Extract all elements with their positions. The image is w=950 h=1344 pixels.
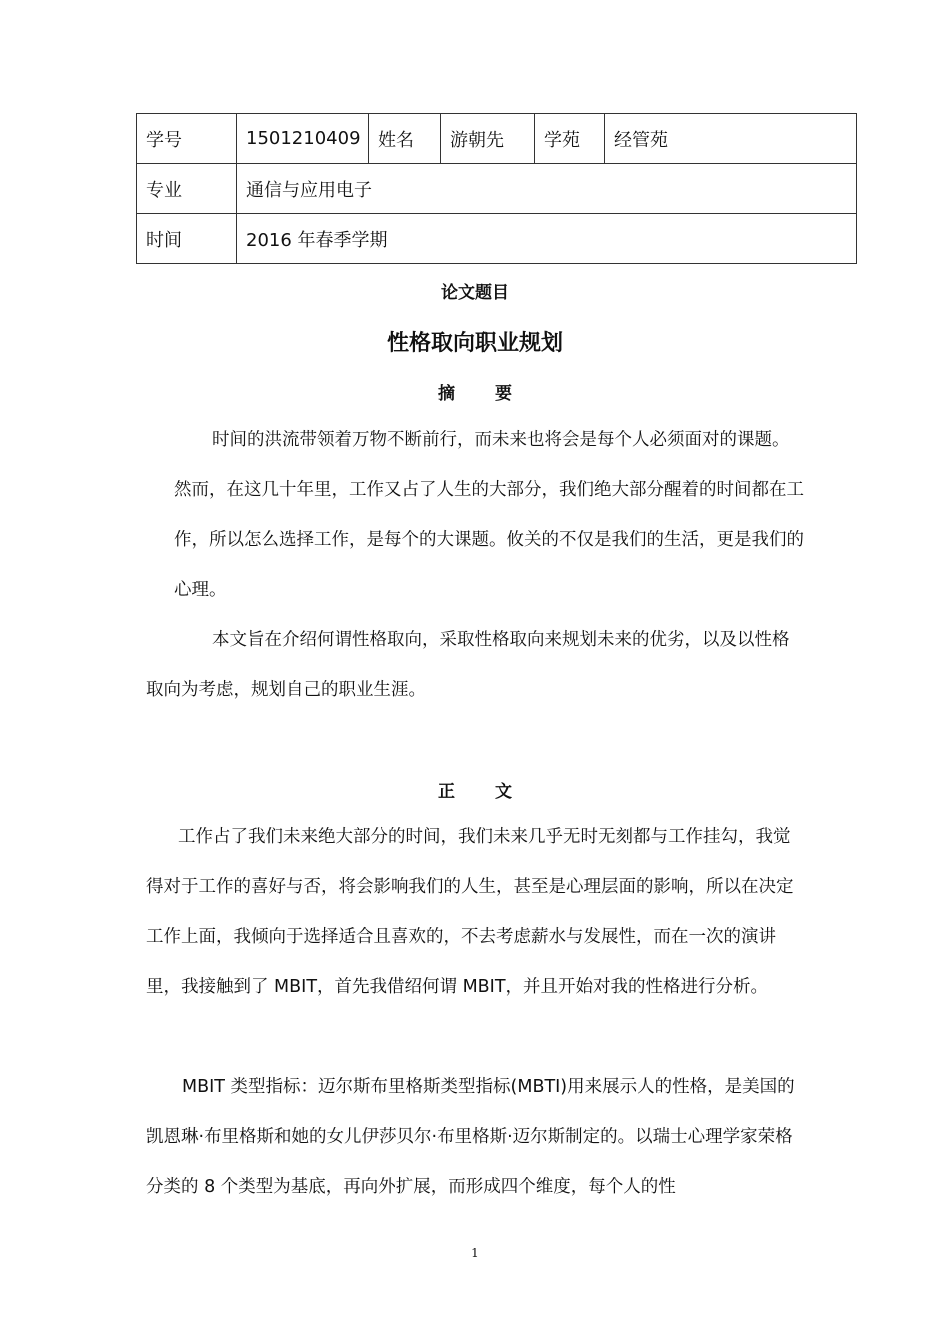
major-value: 通信与应用电子 [237, 164, 857, 214]
table-row [137, 114, 857, 164]
college-label: 学苑 [535, 114, 605, 164]
abstract-paragraph: 时间的洪流带领着万物不断前行，而未来也将会是每个人必须面对的课题。然而，在这几十年里，工作又占了人生的大部分，我们绝大部分醒着的时间都在工作，所以怎么选择工作，是每个的大课题。攸关的不仅是我们的生活，更是我们的心理。 [174, 430, 804, 600]
major-label: 专业 [137, 164, 237, 214]
abstract-paragraph: 本文旨在介绍何谓性格取向，采取性格取向来规划未来的优劣，以及以性格取向为考虑，规划自己的职业生涯。 [146, 630, 790, 700]
page-number: 1 [471, 1246, 479, 1260]
name-label: 姓名 [369, 114, 441, 164]
abstract-heading: 摘要 [438, 384, 552, 404]
time-label: 时间 [137, 214, 237, 264]
student-id-value: 1501210409 [237, 114, 369, 164]
student-info-table [136, 113, 857, 264]
table-row [137, 214, 857, 264]
thesis-title: 性格取向职业规划 [386, 331, 563, 356]
body-paragraph: 工作占了我们未来绝大部分的时间，我们未来几乎无时无刻都与工作挂勾，我觉得对于工作的喜好与否，将会影响我们的人生，甚至是心理层面的影响，所以在决定工作上面，我倾向于选择适合且喜欢的，不去考虑薪水与发展性，而在一次的演讲里，我接触到了 MBIT，首先我借绍何谓 MBIT，并且开始对我的性格进行分析。 [146, 827, 794, 997]
body-paragraph: MBIT 类型指标：迈尔斯布里格斯类型指标(MBTI)用来展示人的性格，是美国的凯恩琳·布里格斯和她的女儿伊莎贝尔·布里格斯·迈尔斯制定的。以瑞士心理学家荣格分类的 8 个类型为基底，再向外扩展，而形成四个维度，每个人的性 [146, 1077, 795, 1197]
thesis-label: 论文题目 [441, 283, 509, 303]
student-id-label: 学号 [137, 114, 237, 164]
table-row [137, 164, 857, 214]
time-value: 2016 年春季学期 [237, 214, 857, 264]
name-value: 游朝先 [441, 114, 535, 164]
college-value: 经管苑 [605, 114, 857, 164]
body-heading: 正文 [438, 782, 552, 802]
